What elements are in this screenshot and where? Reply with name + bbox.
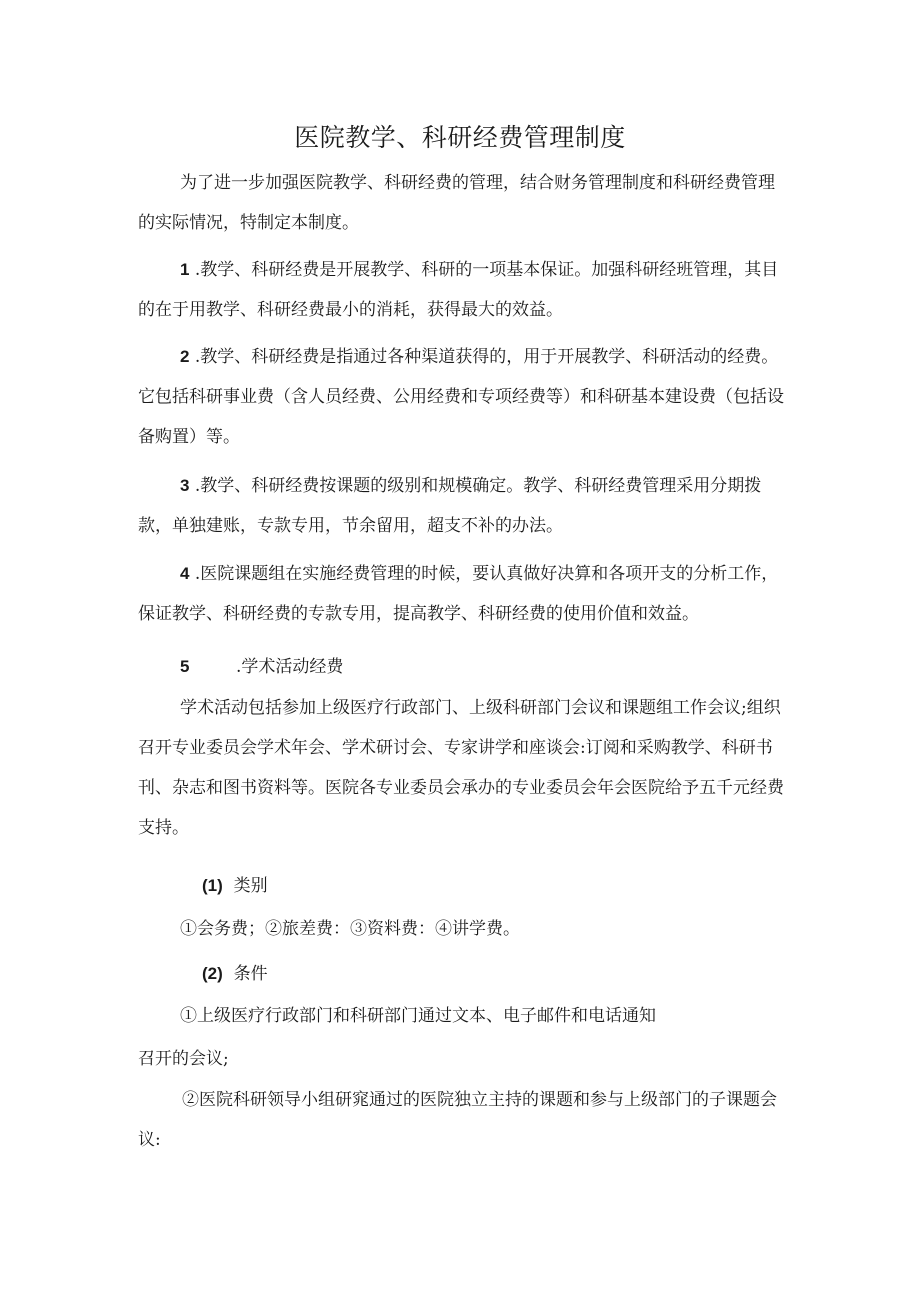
item-2-number: 2 [180, 347, 190, 366]
item-2-text: .教学、科研经费是指通过各种渠道获得的，用于开展教学、科研活动的经费。它包括科研事业费（含人员经费、公用经费和专项经费等）和科研基本建设费（包括设备购置）等。 [138, 347, 784, 447]
item-3-paragraph [138, 466, 788, 546]
item-1-text: .教学、科研经费是开展教学、科研的一项基本保证。加强科研经班管理，其目的在于用教学、科研经费最小的消耗，获得最大的效益。 [138, 260, 779, 320]
condition-1-line-1: ①上级医疗行政部门和科研部门通过文本、电子邮件和电话通知 [180, 1006, 656, 1026]
category-list: ①会务费；②旅差费：③资料费：④讲学费。 [180, 919, 520, 939]
category-number: (1) [202, 876, 223, 895]
condition-1-line-2: 召开的会议; [138, 1049, 229, 1069]
item-5-text: .学术活动经费 [236, 657, 344, 677]
document-title: 医院教学、科研经费管理制度 [294, 123, 626, 152]
condition-label: 条件 [233, 964, 268, 984]
item-3-text: .教学、科研经费按课题的级别和规模确定。教学、科研经费管理采用分期拨款，单独建账，专款专用，节余留用，超支不补的办法。 [138, 476, 762, 536]
item-5-number: 5 [180, 657, 190, 676]
category-label: 类别 [233, 876, 268, 896]
academic-paragraph: 学术活动包括参加上级医疗行政部门、上级科研部门会议和课题组工作会议;组织召开专业委员会学术年会、学术研讨会、专家讲学和座谈会:订阅和采购教学、科研书刊、杂志和图书资料等。医院各专业委员会承办的专业委员会年会医院给予五千元经费支持。 [138, 698, 784, 838]
item-5-heading [180, 652, 343, 677]
item-3-number: 3 [180, 476, 190, 495]
category-heading [202, 871, 268, 896]
item-4-text: .医院课题组在实施经费管理的时候，要认真做好决算和各项开支的分析工作，保证教学、科研经费的专款专用，提高教学、科研经费的使用价值和效益。 [138, 564, 779, 624]
item-1-number: 1 [180, 260, 190, 279]
condition-heading [202, 959, 268, 984]
item-4-number: 4 [180, 564, 190, 583]
intro-paragraph: 为了进一步加强医院教学、科研经费的管理，结合财务管理制度和科研经费管理的实际情况，特制定本制度。 [138, 173, 775, 233]
condition-number: (2) [202, 964, 223, 983]
condition-2-paragraph: ②医院科研领导小组研窕通过的医院独立主持的课题和参与上级部门的子课题会议: [138, 1090, 777, 1150]
item-4-paragraph [138, 554, 788, 634]
item-2-paragraph [138, 337, 788, 457]
item-1-paragraph [138, 250, 788, 330]
